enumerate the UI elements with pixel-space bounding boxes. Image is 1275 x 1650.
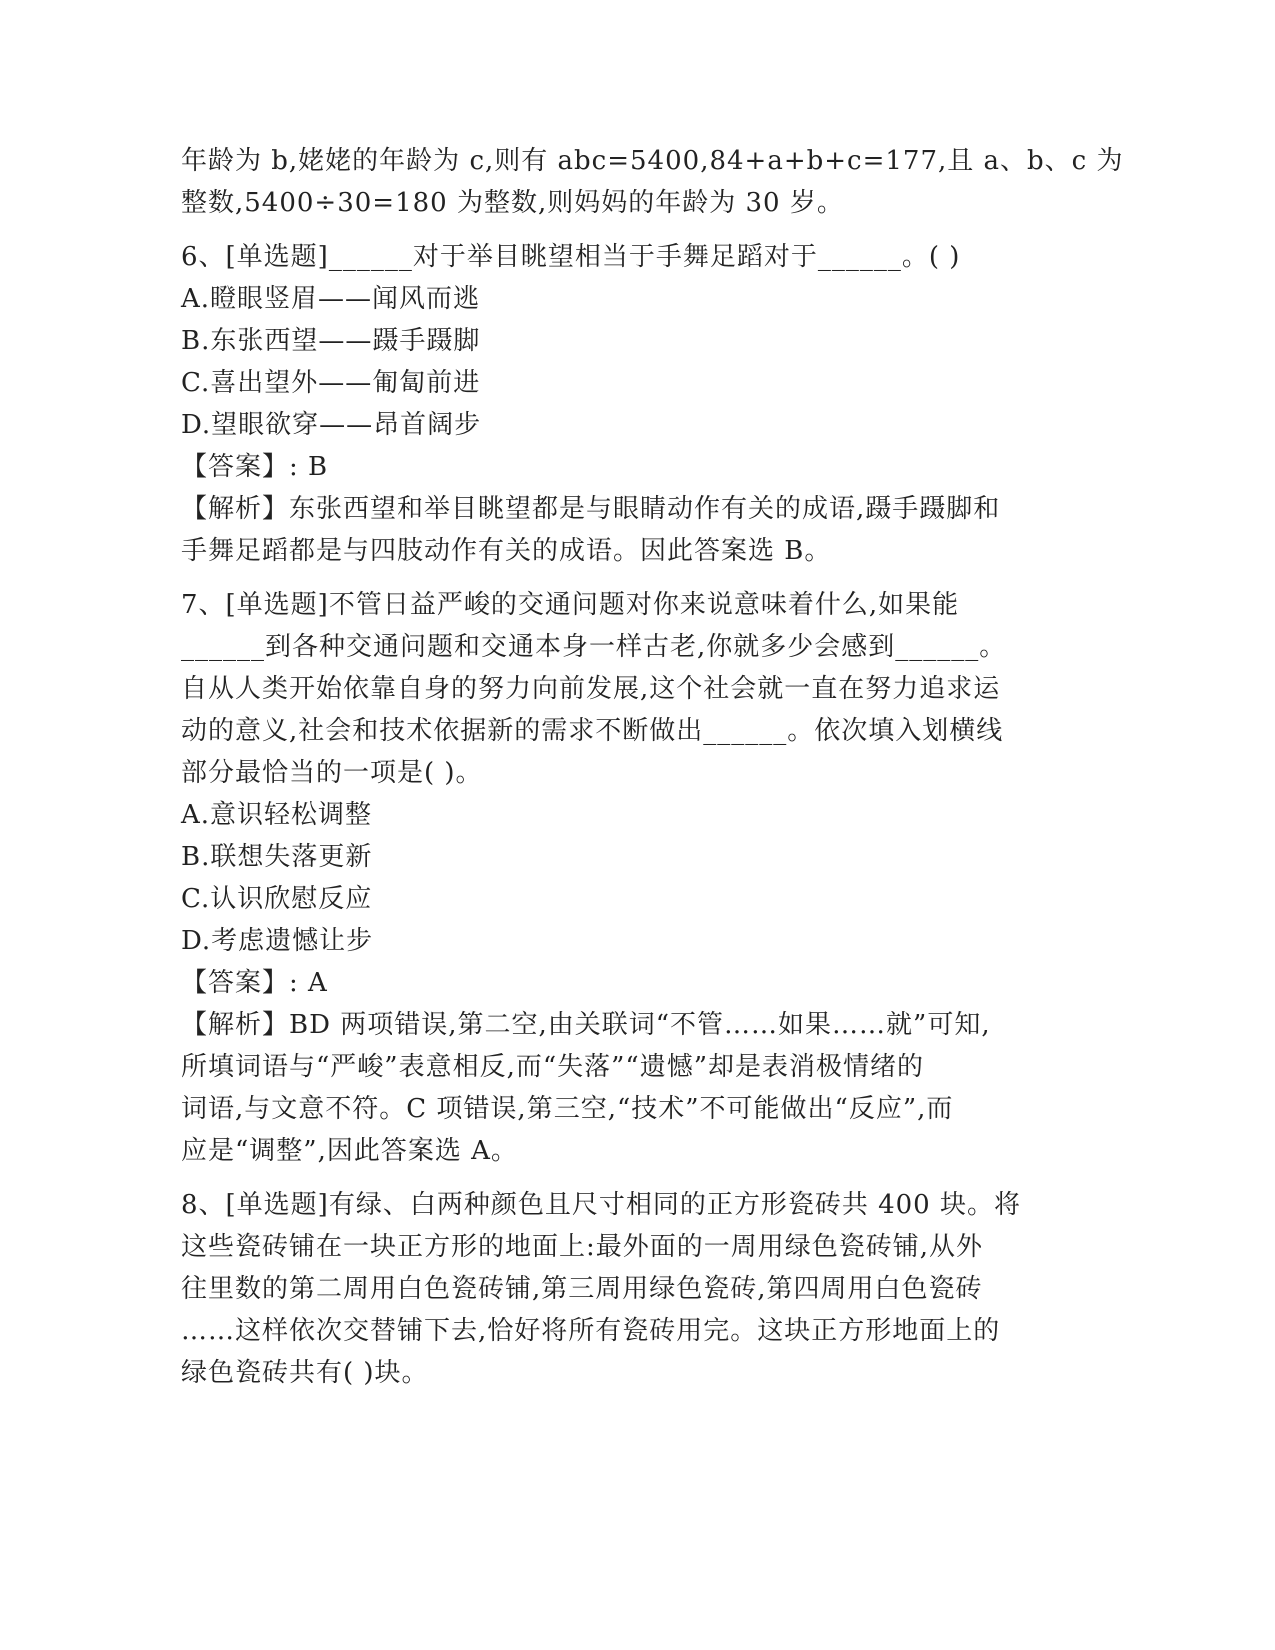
- document-page: [181, 140, 1124, 1394]
- analysis-line: 应是“调整”,因此答案选 A。: [181, 1136, 518, 1166]
- question-stem: 6、[单选题]______对于举目眺望相当于手舞足蹈对于______。( ): [181, 242, 961, 272]
- option-c: C.认识欣慰反应: [181, 884, 373, 914]
- question-stem: 往里数的第二周用白色瓷砖铺,第三周用绿色瓷砖,第四周用白色瓷砖: [181, 1274, 983, 1304]
- question-stem: 8、[单选题]有绿、白两种颜色且尺寸相同的正方形瓷砖共 400 块。将: [181, 1190, 1021, 1220]
- question-stem: 部分最恰当的一项是( )。: [181, 758, 483, 788]
- text-line: 年龄为 b,姥姥的年龄为 c,则有 abc=5400,84+a+b+c=177,且 a、b、c 为: [181, 146, 1124, 176]
- option-d: D.望眼欲穿——昂首阔步: [181, 410, 482, 440]
- analysis-line: 手舞足蹈都是与四肢动作有关的成语。因此答案选 B。: [181, 536, 832, 566]
- question-stem: 绿色瓷砖共有( )块。: [181, 1358, 429, 1388]
- option-a: A.瞪眼竖眉——闻风而逃: [181, 284, 481, 314]
- option-b: B.东张西望——蹑手蹑脚: [181, 326, 481, 356]
- question-6: [181, 236, 1061, 572]
- option-c: C.喜出望外——匍匐前进: [181, 368, 481, 398]
- analysis-line: 【解析】东张西望和举目眺望都是与眼睛动作有关的成语,蹑手蹑脚和: [181, 494, 1001, 524]
- question-stem: 自从人类开始依靠自身的努力向前发展,这个社会就一直在努力追求运: [181, 674, 1001, 704]
- question-7: [181, 584, 1061, 1172]
- analysis-line: 词语,与文意不符。C 项错误,第三空,“技术”不可能做出“反应”,而: [181, 1094, 954, 1124]
- analysis-line: 【解析】BD 两项错误,第二空,由关联词“不管……如果……就”可知,: [181, 1010, 991, 1040]
- text-line: 整数,5400÷30=180 为整数,则妈妈的年龄为 30 岁。: [181, 188, 844, 218]
- question-stem: ……这样依次交替铺下去,恰好将所有瓷砖用完。这块正方形地面上的: [181, 1316, 1001, 1346]
- question-8: [181, 1184, 1061, 1394]
- option-b: B.联想失落更新: [181, 842, 373, 872]
- answer-line: 【答案】: B: [181, 452, 329, 482]
- question-stem: ______到各种交通问题和交通本身一样古老,你就多少会感到______。: [181, 632, 1007, 662]
- analysis-line: 所填词语与“严峻”表意相反,而“失落”“遗憾”却是表消极情绪的: [181, 1052, 925, 1082]
- answer-line: 【答案】: A: [181, 968, 328, 998]
- question-stem: 这些瓷砖铺在一块正方形的地面上:最外面的一周用绿色瓷砖铺,从外: [181, 1232, 984, 1262]
- option-a: A.意识轻松调整: [181, 800, 373, 830]
- question-stem: 7、[单选题]不管日益严峻的交通问题对你来说意味着什么,如果能: [181, 590, 960, 620]
- question-stem: 动的意义,社会和技术依据新的需求不断做出______。依次填入划横线: [181, 716, 1004, 746]
- previous-answer-tail: [181, 140, 1124, 224]
- option-d: D.考虑遗憾让步: [181, 926, 374, 956]
